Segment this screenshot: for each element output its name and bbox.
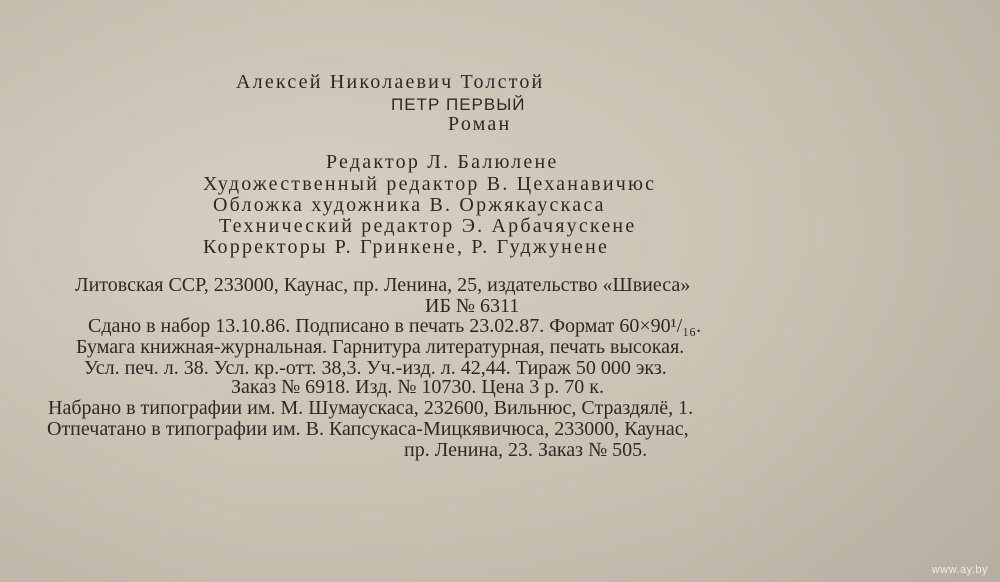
book-title: ПЕТР ПЕРВЫЙ [391, 95, 526, 114]
credit-cover-artist: Обложка художника В. Оржякаускаса [213, 194, 606, 216]
watermark: www.ay.by [931, 564, 988, 576]
ib-number: ИБ № 6311 [425, 295, 520, 317]
book-genre: Роман [448, 113, 512, 135]
printing-note-line1: Отпечатано в типографии им. В. Капсукаса-Мицкявичюса, 233000, Каунас, [47, 418, 689, 440]
typesetting-note: Набрано в типографии им. М. Шумаускаса, 232600, Вильнюс, Страздялё, 1. [48, 397, 694, 419]
print-detail-order: Заказ № 6918. Изд. № 10730. Цена 3 р. 70 к. [231, 376, 605, 398]
print-detail-paper: Бумага книжная-журнальная. Гарнитура литературная, печать высокая. [76, 336, 685, 358]
printing-note-line2: пр. Ленина, 23. Заказ № 505. [404, 439, 648, 461]
print-detail-volume: Усл. печ. л. 38. Усл. кр.-отт. 38,3. Уч.-изд. л. 42,44. Тираж 50 000 экз. [84, 357, 667, 379]
credit-editor: Редактор Л. Балюлене [326, 151, 559, 173]
publisher-address: Литовская ССР, 233000, Каунас, пр. Ленина, 25, издательство «Швиеса» [75, 274, 691, 296]
author-name: Алексей Николаевич Толстой [236, 71, 545, 93]
print-detail-submitted: Сдано в набор 13.10.86. Подписано в печать 23.02.87. Формат 60×90¹/₁₆. [88, 315, 702, 337]
credit-tech-editor: Технический редактор Э. Арбачяускене [219, 215, 637, 237]
credit-art-editor: Художественный редактор В. Цеханавичюс [203, 173, 657, 195]
credit-proofreaders: Корректоры Р. Гринкене, Р. Гуджунене [203, 236, 610, 258]
